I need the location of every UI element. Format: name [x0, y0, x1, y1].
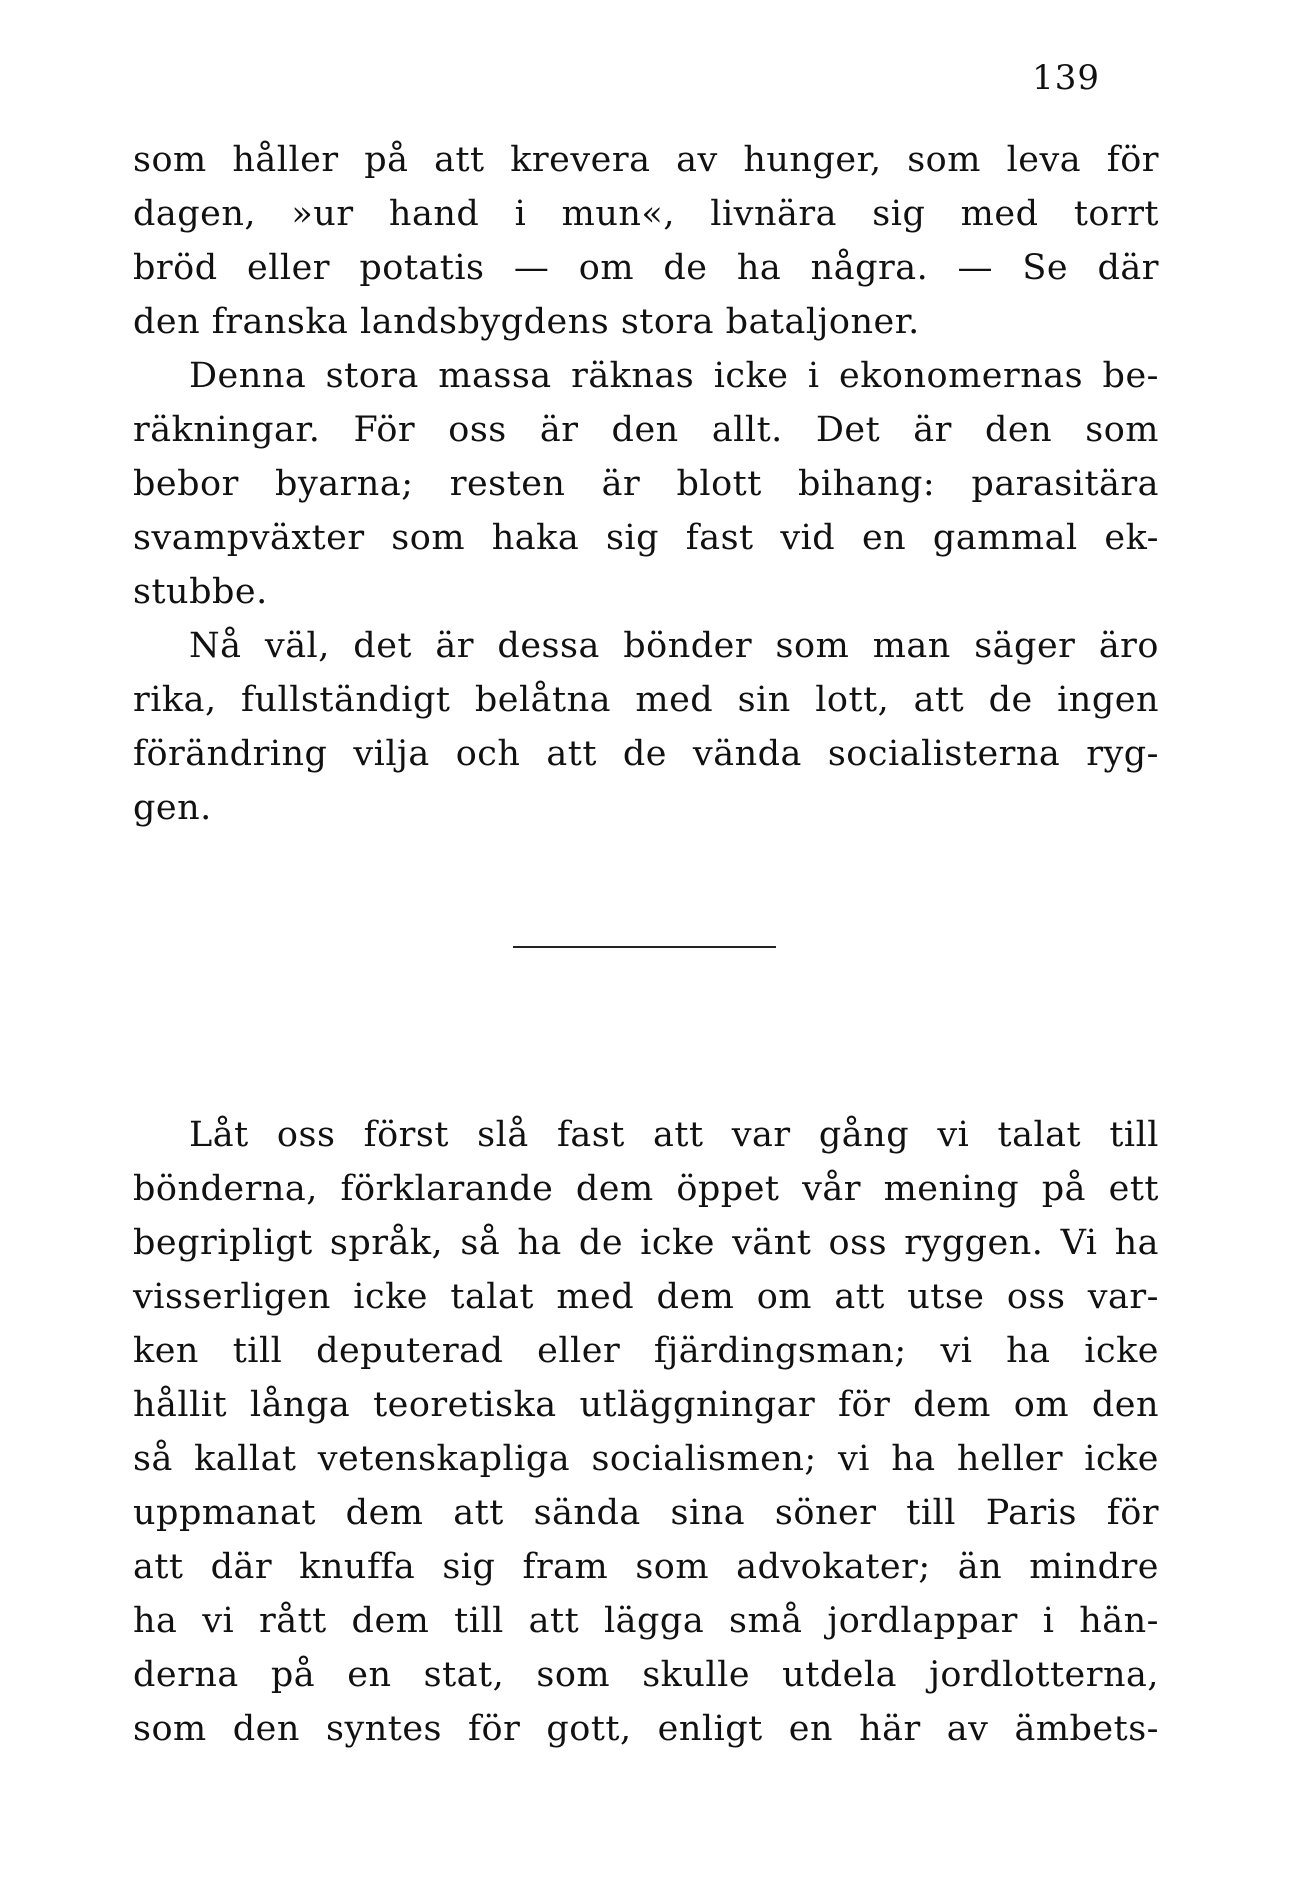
- text-line: förändring vilja och att de vända socialisterna ryg-: [133, 734, 1159, 774]
- text-line: ha vi rått dem till att lägga små jordlappar i hän-: [133, 1601, 1159, 1641]
- text-line: som håller på att krevera av hunger, som leva för: [133, 140, 1159, 180]
- text-line: räkningar. För oss är den allt. Det är den som: [133, 410, 1159, 450]
- text-line: bönderna, förklarande dem öppet vår mening på ett: [133, 1169, 1159, 1209]
- text-line: begripligt språk, så ha de icke vänt oss ryggen. Vi ha: [133, 1223, 1159, 1263]
- text-line: gen.: [133, 788, 212, 828]
- text-line: att där knuffa sig fram som advokater; än mindre: [133, 1547, 1159, 1587]
- text-line: rika, fullständigt belåtna med sin lott, att de ingen: [133, 680, 1159, 720]
- text-line: bröd eller potatis — om de ha några. — Se där: [133, 248, 1159, 288]
- text-line: stubbe.: [133, 572, 268, 612]
- page-number: 139: [1032, 58, 1100, 98]
- section-divider: [513, 946, 776, 948]
- text-line: den franska landsbygdens stora bataljoner.: [133, 302, 920, 342]
- text-line: så kallat vetenskapliga socialismen; vi ha heller icke: [133, 1439, 1159, 1479]
- text-line: ken till deputerad eller fjärdingsman; vi ha icke: [133, 1331, 1159, 1371]
- text-line: uppmanat dem att sända sina söner till Paris för: [133, 1493, 1159, 1533]
- text-line: svampväxter som haka sig fast vid en gammal ek-: [133, 518, 1159, 558]
- text-line: som den syntes för gott, enligt en här av ämbets-: [133, 1709, 1159, 1749]
- text-line: Denna stora massa räknas icke i ekonomernas be-: [189, 356, 1159, 396]
- text-line: derna på en stat, som skulle utdela jordlotterna,: [133, 1655, 1159, 1695]
- text-line: visserligen icke talat med dem om att utse oss var-: [133, 1277, 1159, 1317]
- text-line: Låt oss först slå fast att var gång vi talat till: [189, 1115, 1159, 1155]
- text-line: Nå väl, det är dessa bönder som man säger äro: [189, 626, 1159, 666]
- text-line: dagen, »ur hand i mun«, livnära sig med torrt: [133, 194, 1159, 234]
- text-line: hållit långa teoretiska utläggningar för dem om den: [133, 1385, 1159, 1425]
- text-line: bebor byarna; resten är blott bihang: parasitära: [133, 464, 1159, 504]
